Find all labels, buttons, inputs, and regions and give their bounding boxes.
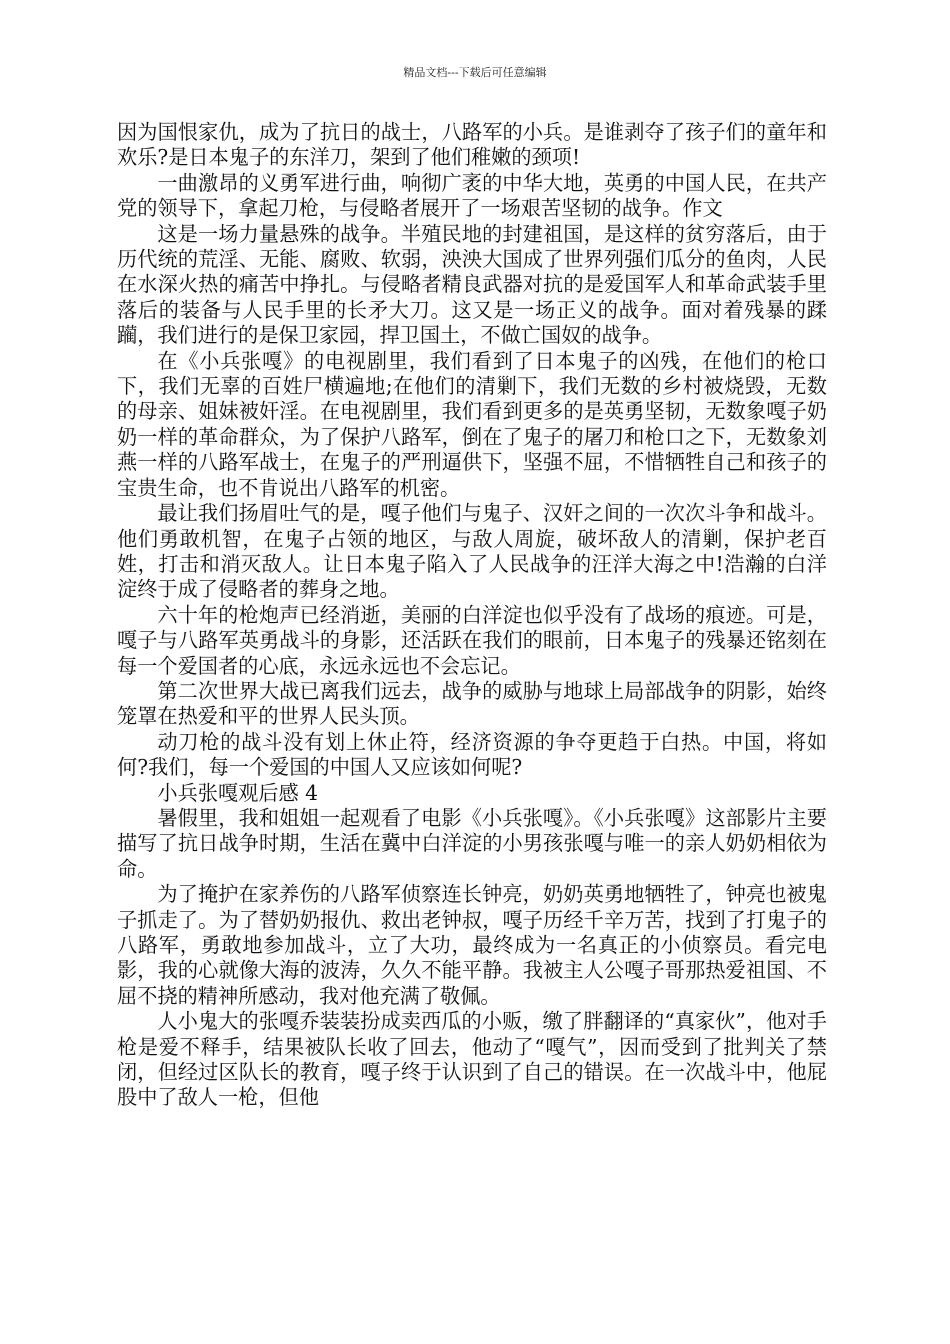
page-header: 精品文档---下载后可任意编辑: [403, 66, 547, 79]
paragraph-5: 最让我们扬眉吐气的是，嘎子他们与鬼子、汉奸之间的一次次斗争和战斗。他们勇敢机智，在鬼子占领的地区，与敌人周旋，破坏敌人的清剿，保护老百姓，打击和消灭敌人。让日本鬼子陷入了人民战争的汪洋大海之中!浩瀚的白洋淀终于成了侵略者的葬身之地。: [117, 501, 827, 602]
paragraph-8: 动刀枪的战斗没有划上休止符，经济资源的争夺更趋于白热。中国，将如何?我们，每一个爱国的中国人又应该如何呢?: [117, 729, 827, 780]
paragraph-4: 在《小兵张嘎》的电视剧里，我们看到了日本鬼子的凶残，在他们的枪口下，我们无辜的百姓尸横遍地;在他们的清剿下，我们无数的乡村被烧毁，无数的母亲、姐妹被奸淫。在电视剧里，我们看到更多的是英勇坚韧，无数象嘎子奶奶一样的革命群众，为了保护八路军，倒在了鬼子的屠刀和枪口之下，无数象刘燕一样的八路军战士，在鬼子的严刑逼供下，坚强不屈，不惜牺牲自己和孩子的宝贵生命，也不肯说出八路军的机密。: [117, 348, 827, 500]
paragraph-3: 这是一场力量悬殊的战争。半殖民地的封建祖国，是这样的贫穷落后，由于历代统的荒淫、无能、腐败、软弱，泱泱大国成了世界列强们瓜分的鱼肉，人民在水深火热的痛苦中挣扎。与侵略者精良武器对抗的是爱国军人和革命武装手里落后的装备与人民手里的长矛大刀。这又是一场正义的战争。面对着残暴的蹂躏，我们进行的是保卫家园，捍卫国土，不做亡国奴的战争。: [117, 221, 827, 348]
paragraph-9: 暑假里，我和姐姐一起观看了电影《小兵张嘎》。《小兵张嘎》这部影片主要描写了抗日战争时期，生活在冀中白洋淀的小男孩张嘎与唯一的亲人奶奶相依为命。: [117, 805, 827, 881]
paragraph-10: 为了掩护在家养伤的八路军侦察连长钟亮，奶奶英勇地牺牲了，钟亮也被鬼子抓走了。为了替奶奶报仇、救出老钟叔，嘎子历经千辛万苦，找到了打鬼子的八路军，勇敢地参加战斗，立了大功，最终成为一名真正的小侦察员。看完电影，我的心就像大海的波涛，久久不能平静。我被主人公嘎子哥那热爱祖国、不屈不挠的精神所感动，我对他充满了敬佩。: [117, 882, 827, 1008]
paragraph-2: 一曲激昂的义勇军进行曲，响彻广袤的中华大地，英勇的中国人民，在共产党的领导下，拿起刀枪，与侵略者展开了一场艰苦坚韧的战争。作文: [117, 170, 827, 221]
document-body: [117, 120, 827, 1111]
paragraph-7: 第二次世界大战已离我们远去，战争的威胁与地球上局部战争的阴影，始终笼罩在热爱和平的世界人民头顶。: [117, 678, 827, 729]
section-title: 小兵张嘎观后感 4: [157, 780, 318, 805]
paragraph-6: 六十年的枪炮声已经消逝，美丽的白洋淀也似乎没有了战场的痕迹。可是，嘎子与八路军英勇战斗的身影，还活跃在我们的眼前，日本鬼子的残暴还铭刻在每一个爱国者的心底，永远永远也不会忘记。: [117, 602, 827, 678]
paragraph-1: 因为国恨家仇，成为了抗日的战士，八路军的小兵。是谁剥夺了孩子们的童年和欢乐?是日本鬼子的东洋刀，架到了他们稚嫩的颈项!: [117, 120, 827, 170]
paragraph-11: 人小鬼大的张嘎乔装装扮成卖西瓜的小贩，缴了胖翻译的“真家伙”，他对手枪是爱不释手，结果被队长收了回去，他动了“嘎气”，因而受到了批判关了禁闭，但经过区队长的教育，嘎子终于认识到了自己的错误。在一次战斗中，他屁股中了敌人一枪，但他: [117, 1009, 827, 1110]
